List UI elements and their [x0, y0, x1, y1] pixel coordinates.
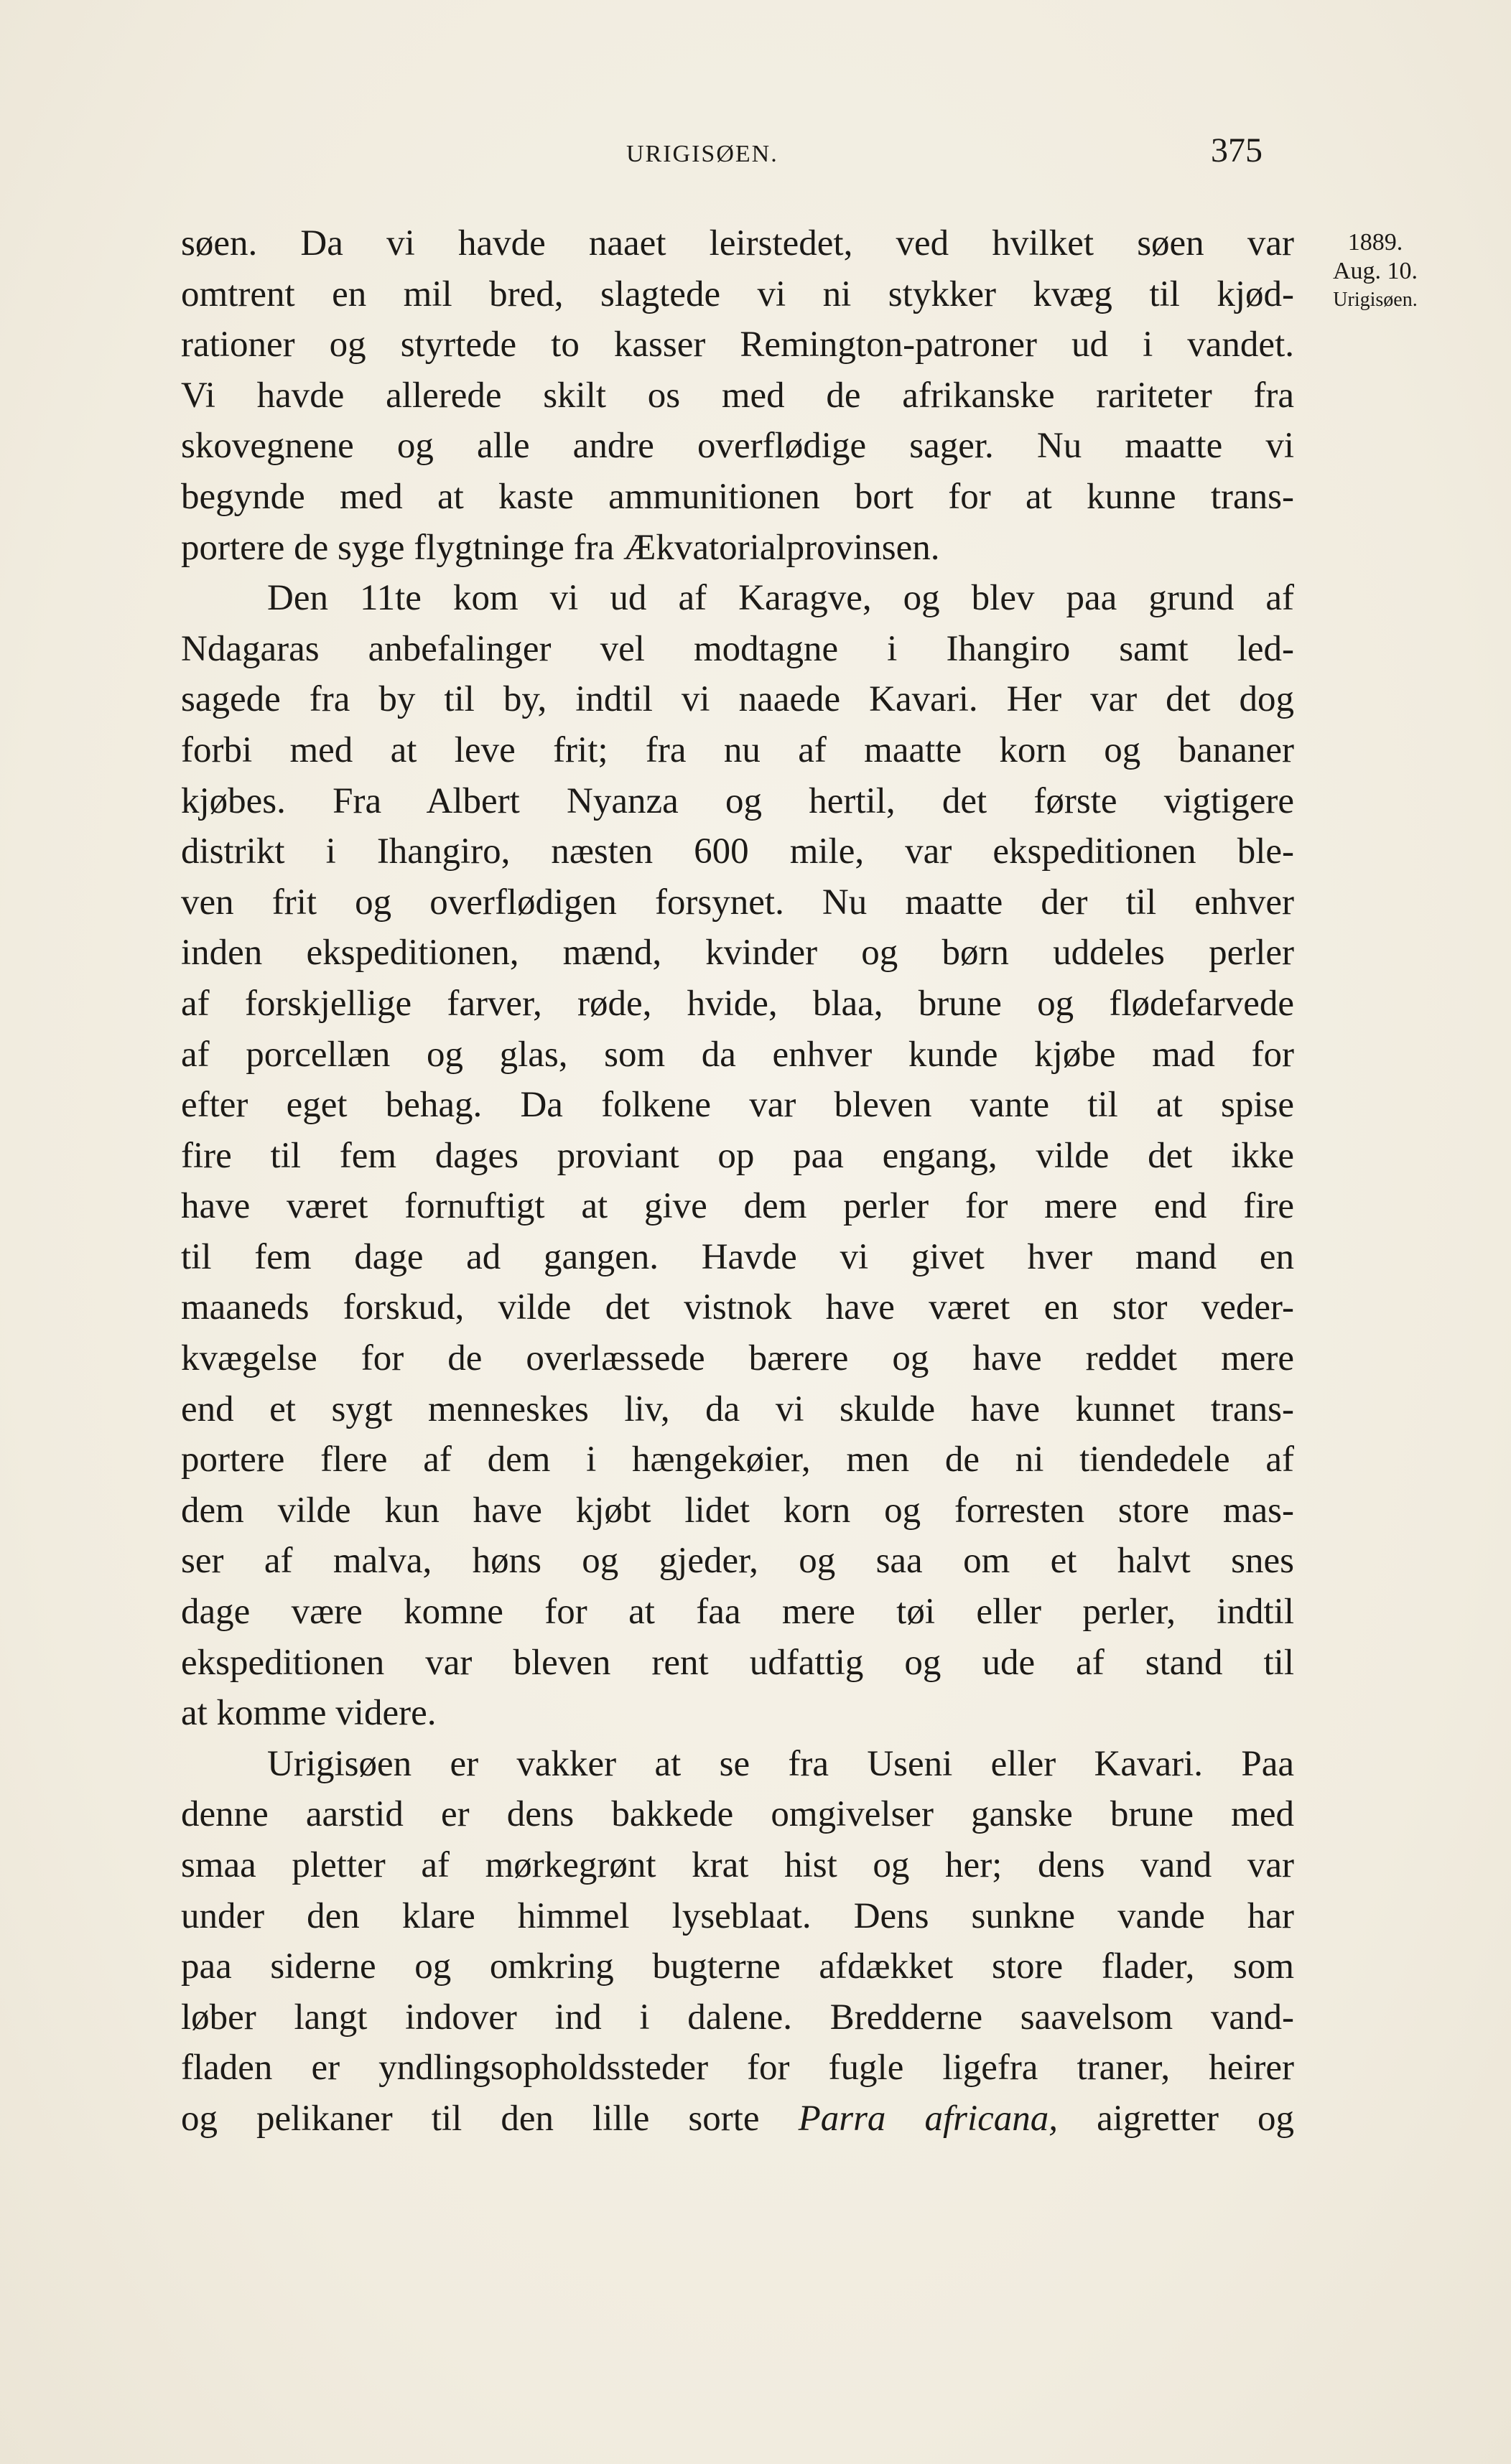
- text-line: kjøbes. Fra Albert Nyanza og hertil, det første vigtigere: [181, 780, 1294, 821]
- text-line: dage være komne for at faa mere tøi eller perler, indtil: [181, 1592, 1294, 1633]
- text-line: skovegnene og alle andre overflødige sager. Nu maatte vi: [181, 426, 1294, 467]
- page-number: 375: [1211, 131, 1263, 169]
- text-segment: og pelikaner til den lille sorte: [181, 2098, 760, 2139]
- running-title: URIGISØEN.: [626, 141, 778, 167]
- text-line: Urigisøen er vakker at se fra Useni eller Kavari. Paa: [267, 1743, 1294, 1784]
- text-line: efter eget behag. Da folkene var bleven vante til at spise: [181, 1085, 1294, 1126]
- margin-note: [1285, 228, 1465, 314]
- text-line: Vi havde allerede skilt os med de afrikanske rariteter fra: [181, 375, 1294, 416]
- text-line: fladen er yndlingsopholdssteder for fugle ligefra traner, heirer: [181, 2048, 1294, 2089]
- text-line: paa siderne og omkring bugterne afdækket store flader, som: [181, 1946, 1294, 1987]
- text-line: portere flere af dem i hængekøier, men de ni tiendedele af: [181, 1439, 1294, 1480]
- text-line: ekspeditionen var bleven rent udfattig og ude af stand til: [181, 1642, 1294, 1683]
- text-line: ser af malva, høns og gjeder, og saa om et halvt snes: [181, 1541, 1294, 1582]
- text-line: sagede fra by til by, indtil vi naaede Kavari. Her var det dog: [181, 679, 1294, 720]
- text-line: inden ekspeditionen, mænd, kvinder og børn uddeles perler: [181, 933, 1294, 974]
- text-line: rationer og styrtede to kasser Remington-patroner ud i vandet.: [181, 325, 1294, 365]
- text-line: Den 11te kom vi ud af Karagve, og blev paa grund af: [267, 578, 1294, 619]
- text-line: af porcellæn og glas, som da enhver kunde kjøbe mad for: [181, 1034, 1294, 1075]
- text-line: maaneds forskud, vilde det vistnok have været en stor veder-: [181, 1287, 1294, 1328]
- text-line: omtrent en mil bred, slagtede vi ni stykker kvæg til kjød-: [181, 274, 1294, 314]
- text-segment: aigretter og: [1097, 2098, 1295, 2139]
- text-line: under den klare himmel lyseblaat. Dens sunkne vande har: [181, 1895, 1294, 1936]
- text-line: have været fornuftigt at give dem perler for mere end fire: [181, 1186, 1294, 1227]
- text-line: dem vilde kun have kjøbt lidet korn og forresten store mas-: [181, 1490, 1294, 1531]
- margin-place: Urigisøen.: [1333, 289, 1418, 311]
- text-line: løber langt indover ind i dalene. Bredderne saavelsom vand-: [181, 1997, 1294, 2038]
- margin-year: 1889.: [1347, 229, 1403, 256]
- text-line: at komme videre.: [181, 1693, 437, 1734]
- text-line: denne aarstid er dens bakkede omgivelser ganske brune med: [181, 1794, 1294, 1835]
- body-text: [181, 218, 1294, 2145]
- text-line: end et sygt menneskes liv, da vi skulde have kunnet trans-: [181, 1389, 1294, 1429]
- text-line: begynde med at kaste ammunitionen bort for at kunne trans-: [181, 476, 1294, 517]
- text-line: smaa pletter af mørkegrønt krat hist og her; dens vand var: [181, 1845, 1294, 1885]
- text-line: af forskjellige farver, røde, hvide, blaa, brune og flødefarvede: [181, 983, 1294, 1024]
- italic-species-name: Parra africana,: [798, 2098, 1059, 2139]
- text-line: til fem dage ad gangen. Havde vi givet hver mand en: [181, 1236, 1294, 1277]
- text-line: ven frit og overflødigen forsynet. Nu maatte der til enhver: [181, 882, 1294, 923]
- text-line: [181, 2094, 1294, 2145]
- margin-date: Aug. 10.: [1332, 258, 1418, 284]
- text-line: portere de syge flygtninge fra Ækvatorialprovinsen.: [181, 527, 940, 568]
- text-line: Ndagaras anbefalinger vel modtagne i Ihangiro samt led-: [181, 628, 1294, 669]
- text-line: distrikt i Ihangiro, næsten 600 mile, var ekspeditionen ble-: [181, 831, 1294, 872]
- text-line: søen. Da vi havde naaet leirstedet, ved hvilket søen var: [181, 223, 1294, 263]
- text-line: fire til fem dages proviant op paa engang, vilde det ikke: [181, 1135, 1294, 1176]
- text-line: forbi med at leve frit; fra nu af maatte korn og bananer: [181, 729, 1294, 770]
- text-line: kvægelse for de overlæssede bærere og have reddet mere: [181, 1338, 1294, 1379]
